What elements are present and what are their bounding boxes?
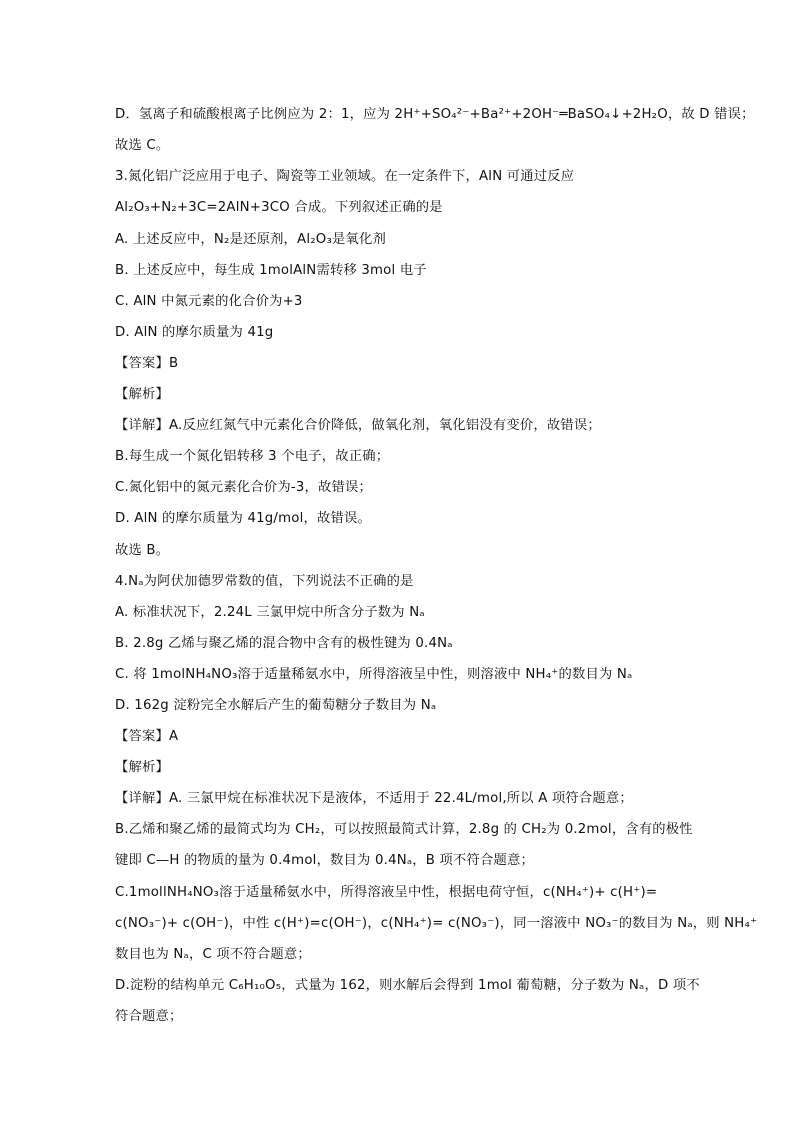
answer-label: 【答案】A xyxy=(115,729,179,744)
answer-label: 【答案】B xyxy=(115,356,179,371)
explanation-line: C.1mollNH₄NO₃溶于适量稀氨水中，所得溶液呈中性，根据电荷守恒，c(NH₄⁺)+ c(H⁺)= xyxy=(115,885,658,900)
explanation-line: D.淀粉的结构单元 C₆H₁₀O₅，式量为 162，则水解后会得到 1mol 葡萄糖，分子数为 Nₐ，D 项不 xyxy=(115,978,700,993)
explanation-line: 【详解】A.反应红氮气中元素化合价降低，做氧化剂，氧化铝没有变价，故错误； xyxy=(115,418,601,433)
option-b: B. 上述反应中，每生成 1molAlN需转移 3mol 电子 xyxy=(115,263,427,278)
question-3-stem: 3.氮化铝广泛应用于电子、陶瓷等工业领域。在一定条件下，AlN 可通过反应 xyxy=(115,169,575,184)
explanation-line: B.乙烯和聚乙烯的最简式均为 CH₂，可以按照最简式计算，2.8g 的 CH₂为 0.2mol，含有的极性 xyxy=(115,822,693,837)
question-3-stem-cont: Al₂O₃+N₂+3C=2AlN+3CO 合成。下列叙述正确的是 xyxy=(115,200,443,215)
conclusion-line: 故选 B。 xyxy=(115,543,170,558)
explanation-line: D. AlN 的摩尔质量为 41g/mol，故错误。 xyxy=(115,511,371,526)
analysis-label: 【解析】 xyxy=(115,760,169,775)
option-d: D. 162g 淀粉完全水解后产生的葡萄糖分子数目为 Nₐ xyxy=(115,698,437,713)
explanation-line: 符合题意； xyxy=(115,1009,183,1024)
text-line: 故选 C。 xyxy=(115,138,170,153)
explanation-line: C.氮化铝中的氮元素化合价为-3，故错误； xyxy=(115,480,373,495)
option-d: D. AlN 的摩尔质量为 41g xyxy=(115,325,274,340)
analysis-label: 【解析】 xyxy=(115,387,169,402)
option-a: A. 上述反应中，N₂是还原剂，Al₂O₃是氧化剂 xyxy=(115,232,386,247)
text-line: D．氢离子和硫酸根离子比例应为 2：1，应为 2H⁺+SO₄²⁻+Ba²⁺+2OH⁻═BaSO₄↓+2H₂O，故 D 错误； xyxy=(115,107,755,122)
option-a: A. 标准状况下，2.24L 三氯甲烷中所含分子数为 Nₐ xyxy=(115,605,425,620)
explanation-line: 数目也为 Nₐ，C 项不符合题意； xyxy=(115,947,311,962)
explanation-line: 键即 C—H 的物质的量为 0.4mol，数目为 0.4Nₐ，B 项不符合题意； xyxy=(115,853,535,868)
option-b: B. 2.8g 乙烯与聚乙烯的混合物中含有的极性键为 0.4Nₐ xyxy=(115,636,453,651)
explanation-line: c(NO₃⁻)+ c(OH⁻)，中性 c(H⁺)=c(OH⁻)，c(NH₄⁺)= c(NO₃⁻)，同一溶液中 NO₃⁻的数目为 Nₐ，则 NH₄⁺ xyxy=(115,916,758,931)
explanation-line: 【详解】A. 三氯甲烷在标准状况下是液体，不适用于 22.4L/mol,所以 A 项符合题意； xyxy=(115,791,633,806)
explanation-line: B.每生成一个氮化铝转移 3 个电子，故正确； xyxy=(115,449,390,464)
option-c: C. 将 1molNH₄NO₃溶于适量稀氨水中，所得溶液呈中性，则溶液中 NH₄⁺的数目为 Nₐ xyxy=(115,667,633,682)
option-c: C. AlN 中氮元素的化合价为+3 xyxy=(115,294,303,309)
question-4-stem: 4.Nₐ为阿伏加德罗常数的值，下列说法不正确的是 xyxy=(115,574,414,589)
